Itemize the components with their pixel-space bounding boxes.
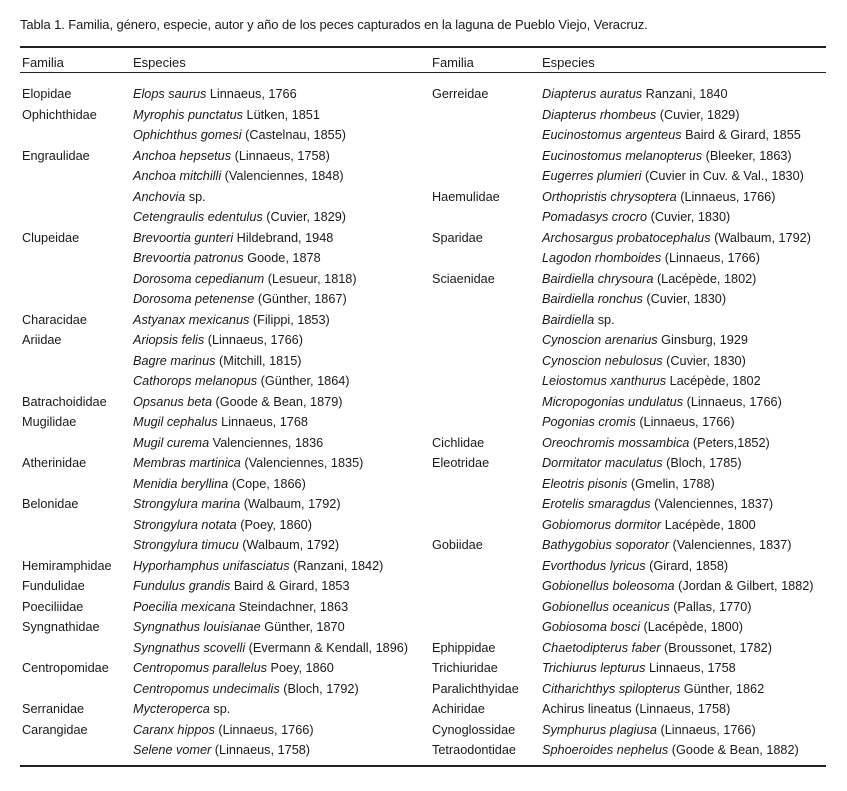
table-row [0, 494, 847, 515]
species-name: Astyanax mexicanus [133, 312, 250, 327]
species-name: Anchovia [133, 189, 186, 204]
species-cell [542, 146, 792, 167]
species-author: (Linnaeus, 1766) [683, 394, 782, 409]
species-author: Linnaeus, 1766 [206, 87, 297, 101]
family-cell: Fundulidae [22, 579, 85, 593]
family-cell: Belonidae [22, 497, 79, 511]
family-cell: Batrachoididae [22, 394, 107, 409]
species-author: (Cuvier, 1829) [262, 210, 346, 224]
species-author: (Evermann & Kendall, 1896) [245, 640, 409, 655]
family-cell: Ophichthidae [22, 107, 97, 122]
species-author: (Günther, 1864) [257, 374, 350, 388]
table-row [0, 125, 847, 146]
table-row [0, 433, 847, 454]
family-cell: Centropomidae [22, 661, 109, 675]
species-name: Gobionellus oceanicus [542, 599, 670, 614]
species-name: Anchoa mitchilli [133, 169, 222, 183]
table-row [0, 187, 847, 208]
species-author: (Cuvier in Cuv. & Val., 1830) [641, 169, 804, 183]
species-author: (Goode & Bean, 1882) [668, 743, 799, 757]
species-cell [542, 617, 743, 638]
species-cell [542, 289, 726, 310]
species-name: Hyporhamphus unifasciatus [133, 558, 290, 573]
species-author: Ranzani, 1840 [642, 87, 728, 101]
family-cell: Sparidae [432, 230, 483, 245]
species-name: Myrophis punctatus [133, 107, 244, 122]
table-row [0, 617, 847, 638]
table-row [0, 371, 847, 392]
species-author: (Filippi, 1853) [249, 312, 330, 327]
species-author: Linnaeus, 1758 [645, 661, 736, 675]
species-author: (Cuvier, 1829) [656, 107, 740, 122]
species-author: Valenciennes, 1836 [209, 435, 324, 450]
species-name: Brevoortia patronus [133, 251, 244, 265]
species-name: Bagre marinus [133, 353, 216, 368]
species-name: Dorosoma cepedianum [133, 271, 265, 286]
family-cell: Atherinidae [22, 456, 87, 470]
family-cell: Trichiuridae [432, 661, 498, 675]
table-row [0, 597, 847, 618]
species-name: Gobionellus boleosoma [542, 579, 675, 593]
table-row [0, 576, 847, 597]
species-author: sp. [594, 312, 615, 327]
species-author: (Cope, 1866) [228, 476, 306, 491]
species-author: (Valenciennes, 1848) [221, 169, 344, 183]
species-author: (Ranzani, 1842) [289, 558, 384, 573]
family-cell: Sciaenidae [432, 271, 495, 286]
species-name: Lagodon rhomboides [542, 251, 662, 265]
table-row [0, 699, 847, 720]
species-name: Centropomus undecimalis [133, 681, 280, 696]
species-cell [542, 720, 756, 741]
species-name: Strongylura marina [133, 497, 241, 511]
family-cell: Ariidae [22, 333, 62, 347]
species-name: Cathorops melanopus [133, 374, 258, 388]
species-name: Bathygobius soporator [542, 538, 669, 552]
species-cell [542, 248, 760, 269]
species-name: Pogonias cromis [542, 415, 636, 429]
family-cell: Carangidae [22, 722, 88, 737]
species-name: Poecilia mexicana [133, 599, 236, 614]
species-name: Opsanus beta [133, 394, 212, 409]
species-name: Fundulus grandis [133, 579, 231, 593]
species-name: Ariopsis felis [133, 333, 205, 347]
species-cell [542, 125, 801, 146]
species-cell [542, 187, 775, 208]
species-author: (Jordan & Gilbert, 1882) [674, 579, 814, 593]
bottom-rule [20, 765, 826, 767]
species-name: Brevoortia gunteri [133, 230, 234, 245]
family-cell: Paralichthyidae [432, 681, 519, 696]
species-cell [542, 515, 756, 536]
header-familia-right: Familia [432, 55, 474, 70]
species-author: (Lesueur, 1818) [264, 271, 357, 286]
species-name: Pomadasys crocro [542, 210, 648, 224]
species-name: Micropogonias undulatus [542, 394, 684, 409]
species-cell [542, 453, 742, 474]
table-row [0, 289, 847, 310]
species-author: (Linnaeus, 1758) [211, 743, 311, 757]
table-row [0, 720, 847, 741]
species-author: Ginsburg, 1929 [657, 333, 748, 347]
species-cell [542, 412, 735, 433]
species-cell [542, 638, 772, 659]
table-row [0, 412, 847, 433]
species-name: Syngnathus louisianae [133, 620, 261, 634]
species-name: Strongylura timucu [133, 538, 239, 552]
table-row [0, 228, 847, 249]
species-cell [542, 330, 748, 351]
table-row [0, 146, 847, 167]
species-name: Symphurus plagiusa [542, 722, 657, 737]
species-author: (Cuvier, 1830) [662, 353, 746, 368]
table-row [0, 105, 847, 126]
species-name: Trichiurus lepturus [542, 661, 646, 675]
species-author: Günther, 1870 [260, 620, 345, 634]
species-author: (Peters,1852) [689, 435, 770, 450]
species-name: Membras martinica [133, 456, 241, 470]
table-row [0, 351, 847, 372]
species-author: (Valenciennes, 1837) [650, 497, 774, 511]
species-name: Chaetodipterus faber [542, 640, 661, 655]
species-name: Mugil curema [133, 435, 210, 450]
species-author: (Walbaum, 1792) [238, 538, 340, 552]
species-author: (Walbaum, 1792) [240, 497, 341, 511]
table-row [0, 556, 847, 577]
species-author: (Linnaeus, 1766) [204, 333, 303, 347]
species-name: Gobiomorus dormitor [542, 517, 662, 532]
species-author: (Linnaeus, 1766) [661, 251, 760, 265]
species-cell [542, 371, 761, 392]
species-cell [542, 740, 799, 761]
table-row [0, 392, 847, 413]
top-rule [20, 46, 826, 48]
species-author: Günther, 1862 [680, 681, 765, 696]
species-name: Achirus lineatus [542, 702, 632, 716]
table-row [0, 269, 847, 290]
species-name: Citharichthys spilopterus [542, 681, 681, 696]
species-name: Eucinostomus argenteus [542, 128, 682, 142]
species-author: Linnaeus, 1768 [217, 415, 308, 429]
header-familia-left: Familia [22, 55, 64, 70]
species-name: Syngnathus scovelli [133, 640, 246, 655]
table-row [0, 310, 847, 331]
species-name: Bairdiella chrysoura [542, 271, 654, 286]
species-name: Eucinostomus melanopterus [542, 148, 703, 163]
species-author: (Cuvier, 1830) [642, 292, 727, 306]
family-cell: Gobiidae [432, 538, 483, 552]
species-name: Cynoscion nebulosus [542, 353, 663, 368]
table-row [0, 207, 847, 228]
species-name: Eugerres plumieri [542, 169, 642, 183]
species-cell [542, 166, 804, 187]
species-cell [542, 597, 751, 618]
family-cell: Engraulidae [22, 148, 90, 163]
family-cell: Elopidae [22, 87, 72, 101]
table-row [0, 330, 847, 351]
species-cell [542, 433, 770, 454]
table-row [0, 679, 847, 700]
table-row [0, 515, 847, 536]
species-author: Steindachner, 1863 [235, 599, 349, 614]
family-cell: Cynoglossidae [432, 722, 516, 737]
species-author: (Bloch, 1785) [662, 456, 742, 470]
species-name: Strongylura notata [133, 517, 237, 532]
species-cell [542, 392, 782, 413]
species-author: (Bleeker, 1863) [702, 148, 792, 163]
species-cell [542, 576, 814, 597]
species-cell [542, 474, 715, 495]
species-cell [542, 351, 746, 372]
species-author: (Günther, 1867) [254, 292, 347, 306]
species-author: (Mitchill, 1815) [215, 353, 302, 368]
table-row [0, 638, 847, 659]
species-name: Leiostomus xanthurus [542, 374, 667, 388]
species-name: Cetengraulis edentulus [133, 210, 263, 224]
species-author: (Pallas, 1770) [669, 599, 752, 614]
species-author: (Cuvier, 1830) [647, 210, 731, 224]
species-name: Caranx hippos [133, 722, 215, 737]
species-name: Elops saurus [133, 87, 207, 101]
species-author: Hildebrand, 1948 [233, 230, 334, 245]
family-cell: Tetraodontidae [432, 743, 516, 757]
species-name: Dormitator maculatus [542, 456, 663, 470]
species-author: (Lacépède, 1800) [640, 620, 744, 634]
species-name: Mugil cephalus [133, 415, 218, 429]
species-author: (Linnaeus, 1758) [631, 702, 731, 716]
header-especies-left: Especies [133, 55, 186, 70]
family-cell: Cichlidae [432, 435, 485, 450]
family-cell: Poeciliidae [22, 599, 84, 614]
species-author: Baird & Girard, 1855 [681, 128, 801, 142]
family-cell: Hemiramphidae [22, 558, 112, 573]
species-author: (Castelnau, 1855) [241, 128, 346, 142]
species-author: (Valenciennes, 1837) [668, 538, 792, 552]
header-rule [20, 72, 826, 73]
family-cell: Gerreidae [432, 87, 489, 101]
table-caption: Tabla 1. Familia, género, especie, autor y año de los peces capturados en la laguna de Pueblo Viejo, Veracruz. [20, 17, 648, 32]
species-name: Sphoeroides nephelus [542, 743, 669, 757]
species-author: (Broussonet, 1782) [660, 640, 772, 655]
species-name: Mycteroperca [133, 702, 210, 716]
species-author: Goode, 1878 [243, 251, 321, 265]
species-name: Archosargus probatocephalus [542, 230, 711, 245]
species-name: Selene vomer [133, 743, 212, 757]
species-name: Bairdiella [542, 312, 595, 327]
species-cell [542, 535, 791, 556]
species-name: Dorosoma petenense [133, 292, 255, 306]
table-row [0, 740, 847, 761]
species-author: (Linnaeus, 1766) [635, 415, 735, 429]
species-name: Centropomus parallelus [133, 661, 267, 675]
family-cell: Achiridae [432, 702, 485, 716]
species-cell [542, 84, 728, 105]
family-cell: Serranidae [22, 702, 85, 716]
family-cell: Mugilidae [22, 415, 77, 429]
species-author: sp. [209, 702, 231, 716]
species-cell [542, 310, 615, 331]
species-name: Diapterus auratus [542, 87, 643, 101]
species-author: (Valenciennes, 1835) [240, 456, 364, 470]
species-cell [542, 228, 811, 249]
table-row [0, 535, 847, 556]
species-author: (Linnaeus, 1766) [676, 189, 776, 204]
table-row [0, 453, 847, 474]
species-author: Lacépède, 1800 [661, 517, 756, 532]
species-author: (Girard, 1858) [645, 558, 729, 573]
species-name: Cynoscion arenarius [542, 333, 658, 347]
species-cell [542, 269, 756, 290]
species-cell [542, 679, 764, 700]
species-author: (Gmelin, 1788) [627, 476, 715, 491]
family-cell: Syngnathidae [22, 620, 100, 634]
species-author: (Lacépède, 1802) [653, 271, 757, 286]
table-row [0, 474, 847, 495]
species-author: (Linnaeus, 1766) [656, 722, 756, 737]
species-cell [542, 207, 730, 228]
species-name: Anchoa hepsetus [133, 148, 232, 163]
species-cell [542, 494, 773, 515]
species-author: (Linnaeus, 1758) [231, 148, 330, 163]
table-row [0, 248, 847, 269]
species-author: (Goode & Bean, 1879) [212, 394, 343, 409]
family-cell: Ephippidae [432, 640, 496, 655]
species-name: Erotelis smaragdus [542, 497, 651, 511]
family-cell: Characidae [22, 312, 87, 327]
species-name: Ophichthus gomesi [133, 128, 242, 142]
species-author: Baird & Girard, 1853 [230, 579, 350, 593]
species-name: Eleotris pisonis [542, 476, 628, 491]
family-cell: Haemulidae [432, 189, 500, 204]
species-name: Menidia beryllina [133, 476, 229, 491]
species-name: Bairdiella ronchus [542, 292, 643, 306]
species-author: Poey, 1860 [267, 661, 334, 675]
family-cell: Eleotridae [432, 456, 490, 470]
species-author: (Walbaum, 1792) [710, 230, 811, 245]
species-name: Evorthodus lyricus [542, 558, 646, 573]
species-cell [542, 699, 730, 720]
table-row [0, 84, 847, 105]
species-author: (Linnaeus, 1766) [214, 722, 314, 737]
species-author: Lütken, 1851 [243, 107, 320, 122]
species-author: (Poey, 1860) [236, 517, 312, 532]
table-row [0, 166, 847, 187]
table-row [0, 658, 847, 679]
species-author: sp. [185, 189, 206, 204]
family-cell: Clupeidae [22, 230, 80, 245]
species-author: Lacépède, 1802 [666, 374, 761, 388]
species-cell [542, 105, 739, 126]
species-name: Oreochromis mossambica [542, 435, 690, 450]
species-name: Gobiosoma bosci [542, 620, 641, 634]
header-especies-right: Especies [542, 55, 595, 70]
species-cell [542, 556, 728, 577]
species-cell [542, 658, 736, 679]
species-author: (Bloch, 1792) [279, 681, 359, 696]
species-name: Diapterus rhombeus [542, 107, 657, 122]
species-name: Orthopristis chrysoptera [542, 189, 677, 204]
